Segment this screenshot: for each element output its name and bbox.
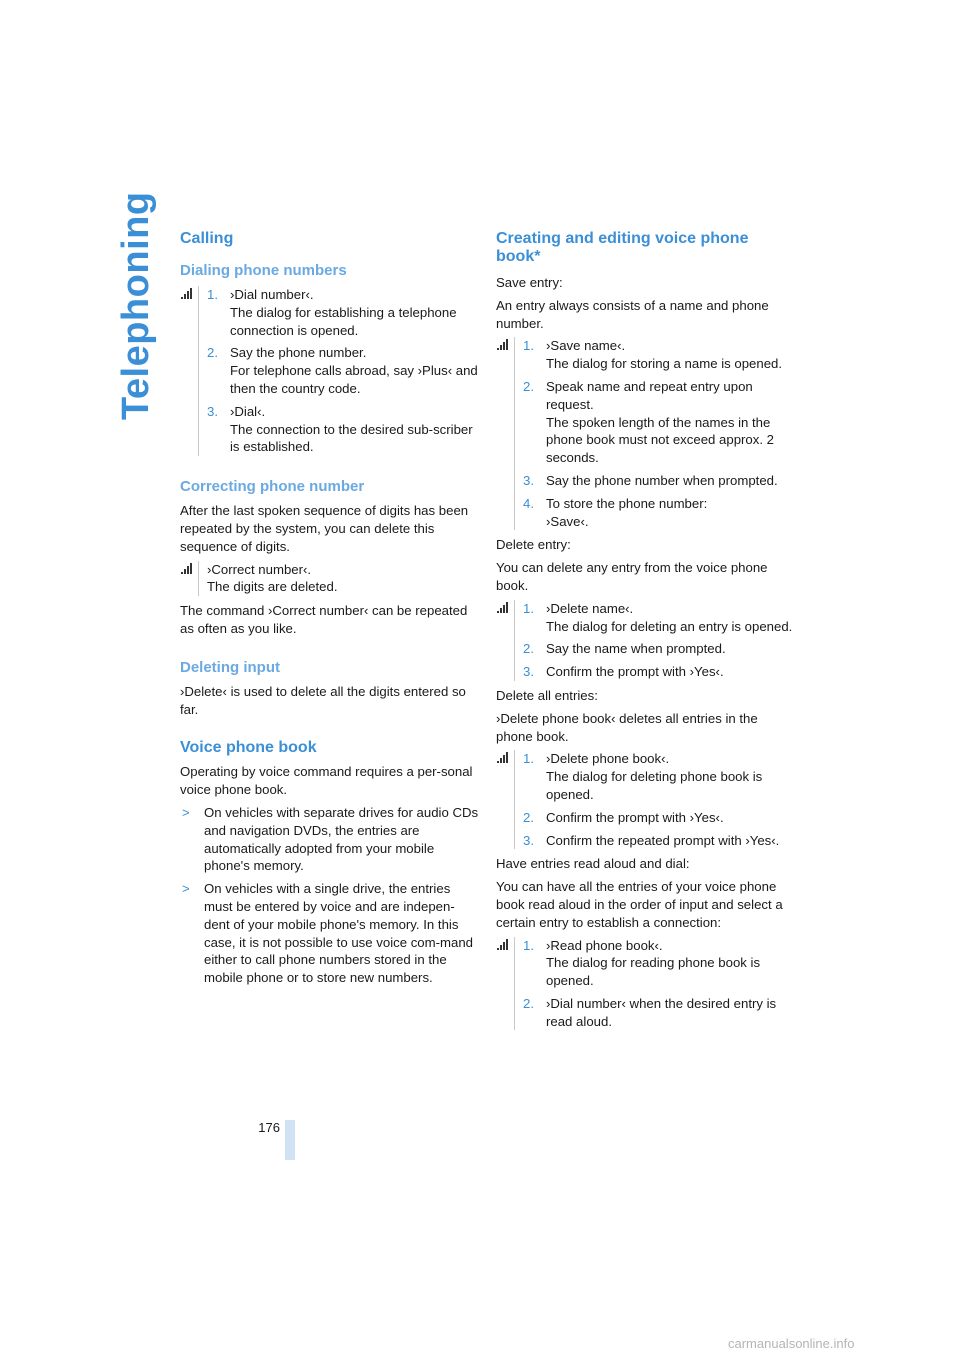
delete-all-step: 1. ›Delete phone book‹. The dialog for deleting phone book is opened. [523,751,763,802]
correcting-text: After the last spoken sequence of digits has been repeated by the system, you can delete this sequence of digits. [180,503,469,554]
voice-command-block-delete-all [496,750,796,849]
dialing-step: 1. ›Dial number‹. The dialog for establishing a telephone connection is opened. [207,287,457,338]
delete-all-step: 2. Confirm the prompt with ›Yes‹. [523,809,724,825]
save-step: 3. Say the phone number when prompted. [523,472,778,488]
delete-all-label: Delete all entries: [496,687,598,703]
voice-command-icon [496,752,510,764]
dialing-step: 2. Say the phone number. For telephone calls abroad, say ›Plus‹ and then the country code. [207,345,478,396]
dialing-heading: Dialing phone numbers [180,262,347,279]
creating-heading: Creating and editing voice phone book* [496,230,749,265]
dialing-step: 3. ›Dial‹. The connection to the desired sub-scriber is established. [207,403,473,455]
voice-command-icon [496,602,510,614]
voice-command-icon [180,563,194,575]
voice-command-icon [496,939,510,951]
chapter-title-text: Telephoning [115,191,157,420]
bullet-item: > On vehicles with a single drive, the entries must be entered by voice and are indepen-dent of your mobile phone's memory. In this case, it is not possible to use voice com-mand either to call phone numbers stored in the mobile phone or to store new numbers. [182,881,474,986]
right-column [496,230,796,1036]
chapter-side-title [115,191,157,420]
voice-command-block-correct [180,561,480,597]
correct-command-text: The digits are deleted. [207,579,338,595]
delete-entry-text: You can delete any entry from the voice phone book. [496,560,768,593]
save-entry-text: An entry always consists of a name and phone number. [496,297,769,331]
correcting-heading: Correcting phone number [180,478,365,496]
delete-entry-label: Delete entry: [496,537,571,553]
read-aloud-text: You can have all the entries of your voice phone book read aloud in the order of input and select a certain entry to establish a connection: [496,879,783,930]
save-step: 2. Speak name and repeat entry upon request. The spoken length of the names in the phone book must not exceed approx. 2 seconds. [523,378,775,466]
delete-step: 3. Confirm the prompt with ›Yes‹. [523,664,724,680]
left-column [180,230,480,992]
delete-step: 1. ›Delete name‹. The dialog for deleting an entry is opened. [523,600,793,634]
read-aloud-label: Have entries read aloud and dial: [496,856,690,872]
voice-phone-book-text: Operating by voice command requires a per-sonal voice phone book. [180,764,473,798]
delete-all-text: ›Delete phone book‹ deletes all entries in the phone book. [496,710,758,744]
read-step: 2. ›Dial number‹ when the desired entry is read aloud. [523,995,777,1029]
deleting-text: ›Delete‹ is used to delete all the digits entered so far. [180,683,466,717]
save-entry-label: Save entry: [496,275,563,290]
read-step: 1. ›Read phone book‹. The dialog for reading phone book is opened. [523,937,761,989]
correct-command: ›Correct number‹. [207,561,312,577]
page-number-bar [285,1120,295,1160]
delete-step: 2. Say the name when prompted. [523,641,726,657]
delete-all-step: 3. Confirm the repeated prompt with ›Yes‹. [523,832,780,848]
save-step: 4. To store the phone number: ›Save‹. [523,495,708,529]
voice-command-block-read [496,937,796,1031]
voice-command-icon [180,288,194,300]
save-step: 1. ›Save name‹. The dialog for storing a name is opened. [523,338,783,372]
correcting-note: The command ›Correct number‹ can be repeated as often as you like. [180,603,468,636]
voice-command-block-delete [496,600,796,681]
voice-command-block-save [496,337,796,530]
watermark: carmanualsonline.info [728,1336,855,1351]
deleting-heading: Deleting input [180,658,280,676]
voice-phone-book-heading: Voice phone book [180,739,317,757]
voice-command-block-dialing [180,286,480,456]
calling-heading: Calling [180,230,234,247]
voice-command-icon [496,339,510,351]
page-number: 176 [258,1120,280,1135]
bullet-item: > On vehicles with separate drives for audio CDs and navigation DVDs, the entries are automatically adopted from your mobile phone's memory. [182,804,479,874]
